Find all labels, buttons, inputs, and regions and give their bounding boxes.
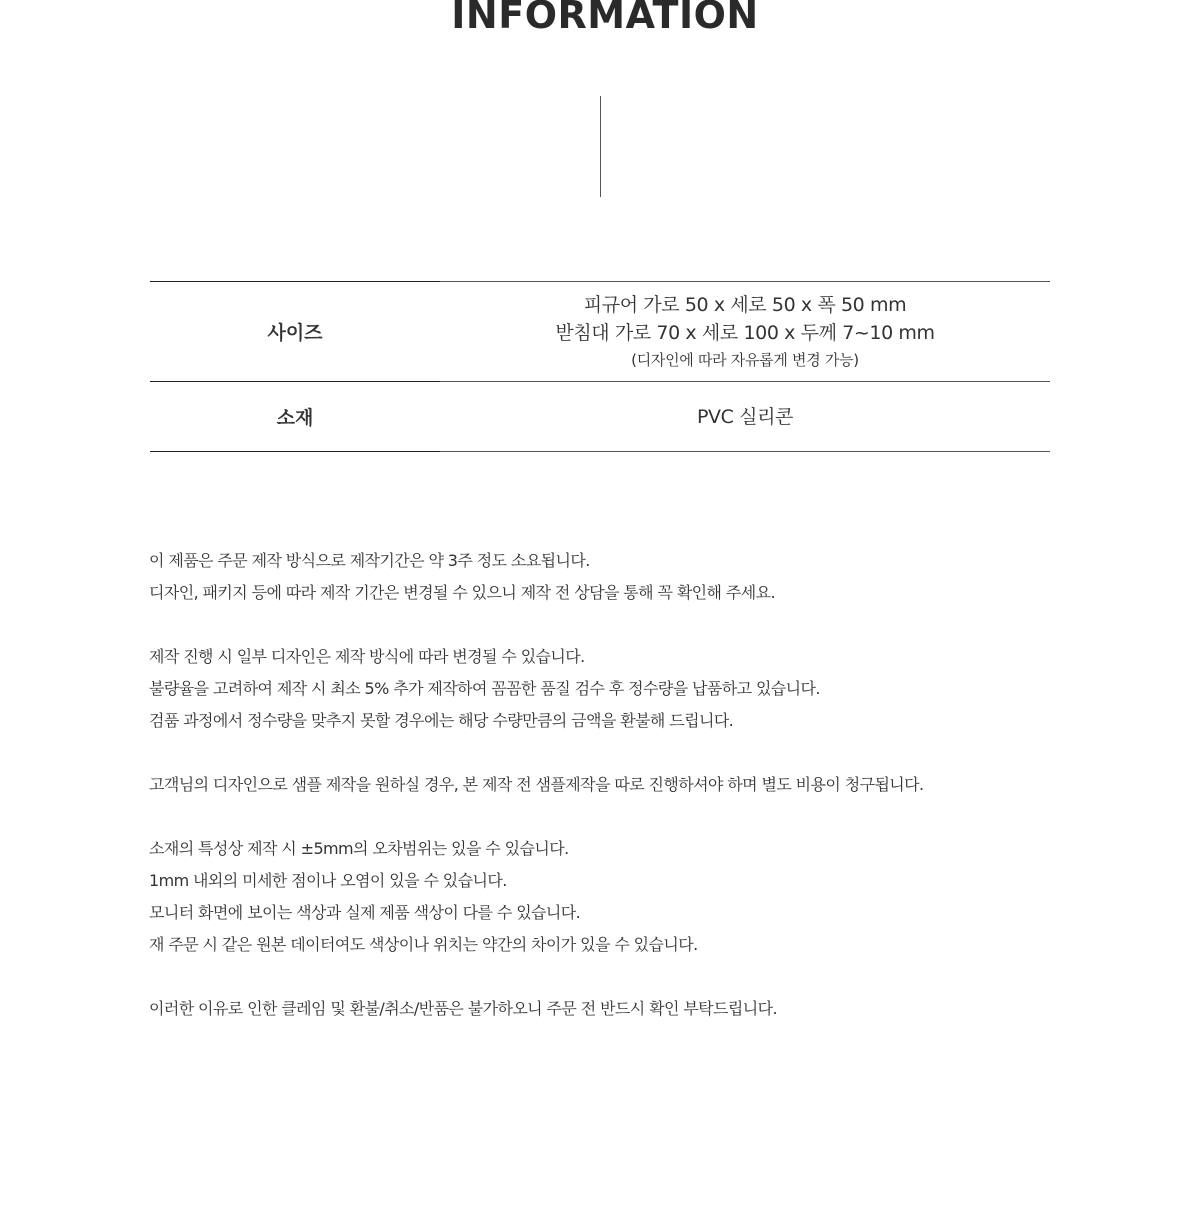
paragraph-gap xyxy=(149,737,1049,769)
notice-line: 모니터 화면에 보이는 색상과 실제 제품 색상이 다를 수 있습니다. xyxy=(149,903,581,922)
notice-line: 이러한 이유로 인한 클레임 및 환불/취소/반품은 불가하오니 주문 전 반드시 확인 부탁드립니다. xyxy=(149,999,777,1018)
notice-line: 이 제품은 주문 제작 방식으로 제작기간은 약 3주 정도 소요됩니다. xyxy=(149,551,590,570)
spec-size-note: (디자인에 따라 자유롭게 변경 가능) xyxy=(631,350,859,369)
notice-line: 불량율을 고려하여 제작 시 최소 5% 추가 제작하여 꼼꼼한 품질 검수 후 정수량을 납품하고 있습니다. xyxy=(149,679,820,698)
spec-row-size xyxy=(150,281,1050,382)
notice-line: 제작 진행 시 일부 디자인은 제작 방식에 따라 변경될 수 있습니다. xyxy=(149,647,585,666)
spec-row-material xyxy=(150,382,1050,452)
paragraph-gap xyxy=(149,801,1049,833)
spec-label-size: 사이즈 xyxy=(150,282,440,381)
notice-line: 검품 과정에서 정수량을 맞추지 못할 경우에는 해당 수량만큼의 금액을 환불해 드립니다. xyxy=(149,711,734,730)
notice-line: 고객님의 디자인으로 샘플 제작을 원하실 경우, 본 제작 전 샘플제작을 따로 진행하셔야 하며 별도 비용이 청구됩니다. xyxy=(149,775,924,794)
notice-line: 재 주문 시 같은 원본 데이터여도 색상이나 위치는 약간의 차이가 있을 수 있습니다. xyxy=(149,935,698,954)
spec-size-stand-line: 받침대 가로 70 x 세로 100 x 두께 7~10 mm xyxy=(555,321,935,344)
paragraph-gap xyxy=(149,961,1049,993)
notice-line: 1mm 내외의 미세한 점이나 오염이 있을 수 있습니다. xyxy=(149,871,507,890)
spec-value-size xyxy=(440,282,1050,381)
spec-value-material xyxy=(440,382,1050,451)
spec-material-value: PVC 실리콘 xyxy=(696,405,794,428)
spec-table xyxy=(150,281,1050,452)
notice-line: 소재의 특성상 제작 시 ±5mm의 오차범위는 있을 수 있습니다. xyxy=(149,839,569,858)
paragraph-gap xyxy=(149,609,1049,641)
spec-label-material: 소재 xyxy=(150,382,440,451)
notice-line: 디자인, 패키지 등에 따라 제작 기간은 변경될 수 있으니 제작 전 상담을 통해 꼭 확인해 주세요. xyxy=(149,583,775,602)
notice-text xyxy=(149,545,1049,1025)
page-title: INFORMATION xyxy=(451,0,759,37)
spec-size-figure-line: 피규어 가로 50 x 세로 50 x 폭 50 mm xyxy=(583,293,907,316)
vertical-divider xyxy=(600,96,601,197)
